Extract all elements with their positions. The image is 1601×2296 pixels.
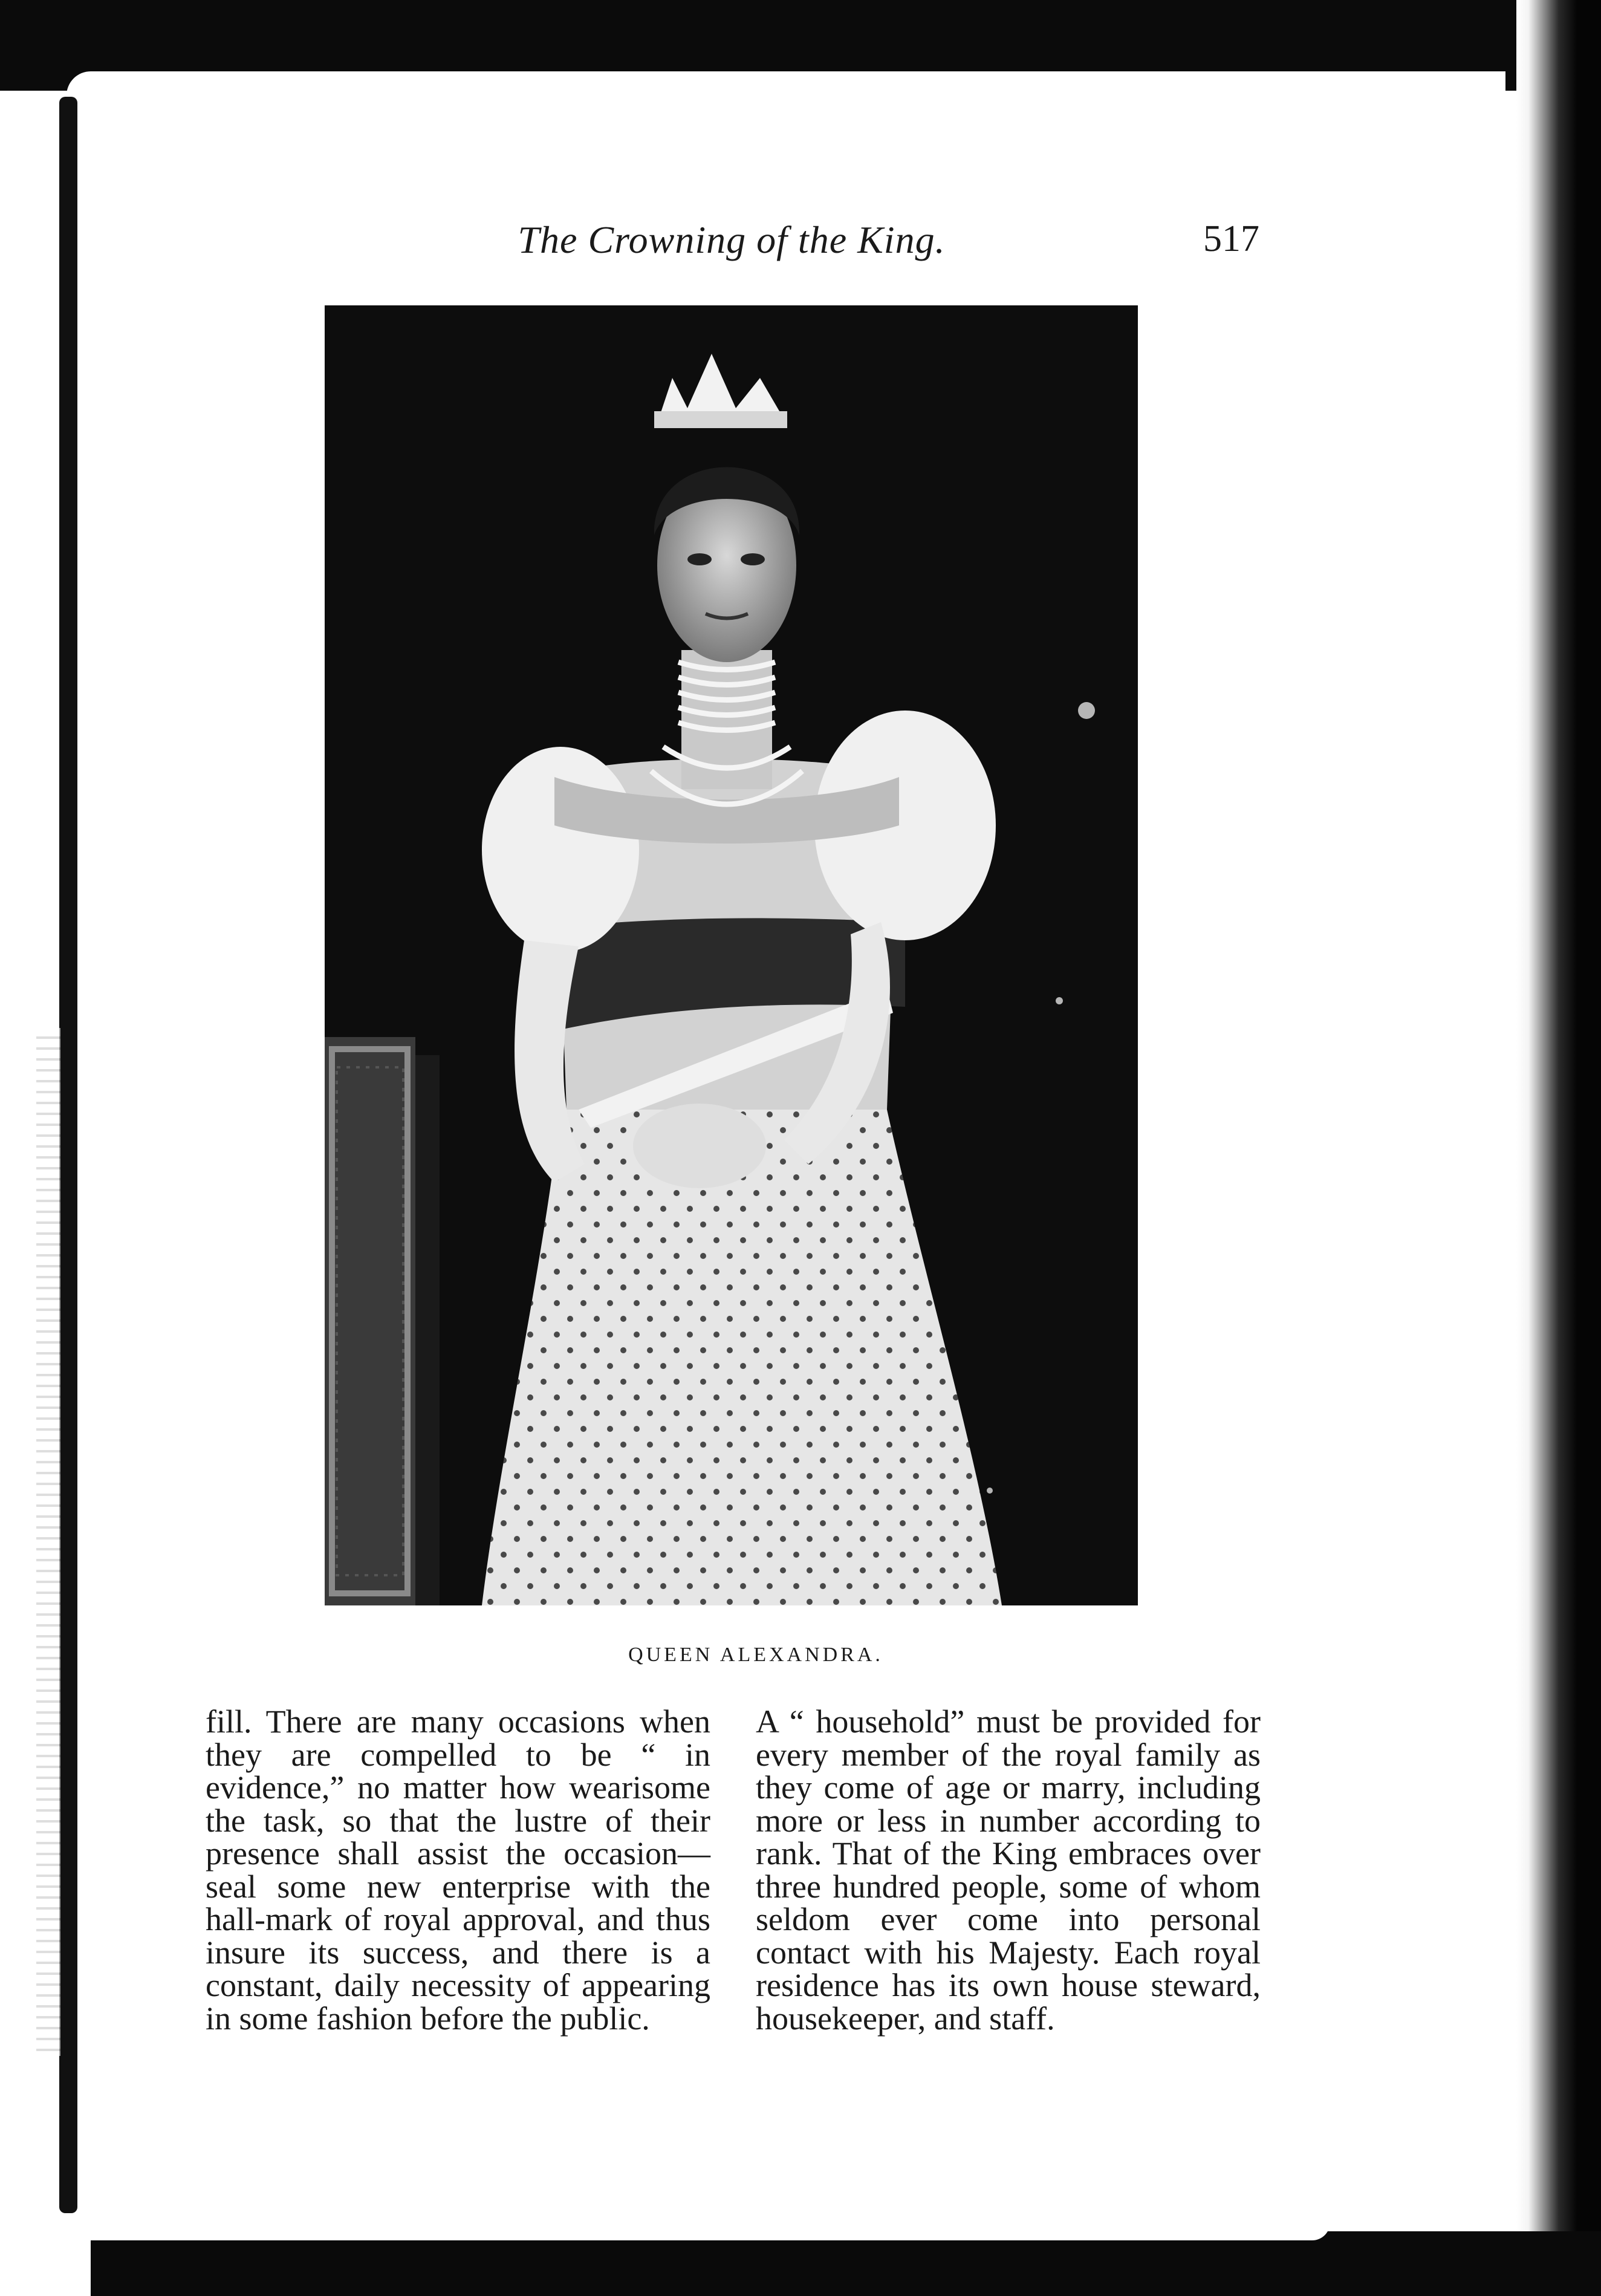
portrait-photo: [325, 305, 1138, 1605]
scan-border-right: [1516, 0, 1601, 2296]
paragraph-right: A “ household” must be provided for every member of the royal family as they come of age or marry, including more or less in number according to rank. That of the King embraces over three hundred people, some of whom seldom ever come into personal contact with his Majesty. Each royal residence has its own house steward, housekeeper, and staff.: [756, 1703, 1261, 2037]
text-column-right: [756, 1705, 1261, 2035]
scan-border-left: [59, 97, 77, 2213]
page-number: 517: [1203, 218, 1259, 259]
page-edge-left: [36, 1028, 60, 2056]
text-column-left: [206, 1705, 710, 2035]
paragraph-left: fill. There are many occasions when they are compelled to be “ in evidence,” no matter how wearisome the task, so that the lustre of their presence shall assist the occasion—seal some new enterprise with the hall-mark of royal approval, and thus insure its success, and there is a constant, daily necessity of appearing in some fashion before the public.: [206, 1703, 710, 2037]
running-title: The Crowning of the King.: [518, 218, 946, 261]
page-edge-top: [67, 71, 1505, 102]
chair-illustration: [325, 1037, 440, 1605]
page-edge-bottom: [91, 2216, 1330, 2240]
scan-border-bottom: [91, 2231, 1601, 2296]
figure-caption: QUEEN ALEXANDRA.: [628, 1644, 883, 1666]
